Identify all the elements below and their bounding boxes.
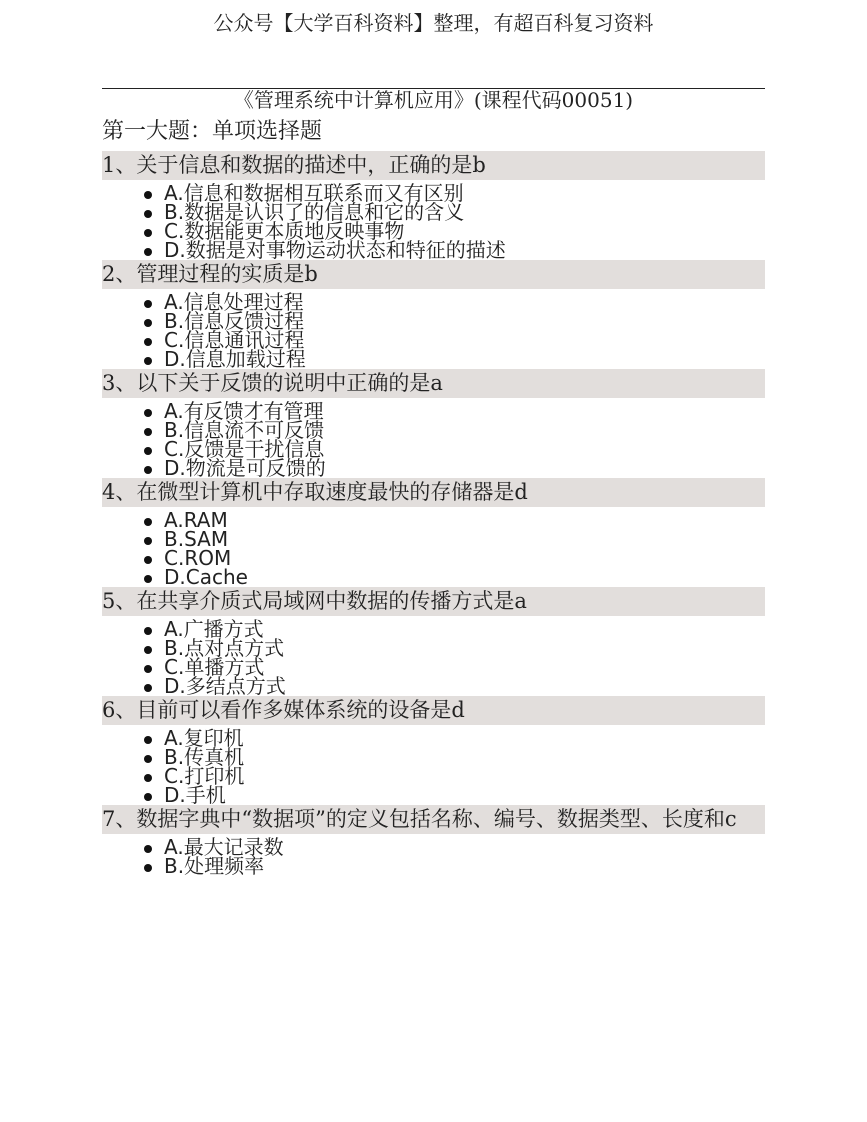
option-letter: B.: [164, 745, 185, 769]
question-block: [102, 805, 765, 876]
option-text: 单播方式: [184, 655, 265, 679]
option-list: [102, 508, 765, 589]
option-list: [102, 835, 765, 878]
bullet-icon: [144, 210, 152, 218]
option-text: 手机: [185, 783, 226, 807]
option-list: [102, 399, 765, 480]
option-letter: C.: [164, 655, 185, 679]
question-text: 2、管理过程的实质是b: [102, 260, 765, 289]
question-text: 5、在共享介质式局域网中数据的传播方式是a: [102, 587, 765, 616]
bullet-icon: [144, 774, 152, 782]
option-text: 最大记录数: [183, 835, 284, 859]
option-item: [144, 565, 765, 589]
bullet-icon: [144, 665, 152, 673]
option-item: [144, 508, 765, 532]
bullet-icon: [144, 793, 152, 801]
bullet-icon: [144, 357, 152, 365]
bullet-icon: [144, 191, 152, 199]
bullet-icon: [144, 428, 152, 436]
option-letter: D.: [164, 674, 186, 698]
option-letter: C.: [164, 437, 185, 461]
option-item: [144, 854, 765, 878]
option-text: 信息加载过程: [185, 347, 306, 371]
bullet-icon: [144, 338, 152, 346]
option-list: [102, 726, 765, 807]
question-block: [102, 369, 765, 478]
question-text: 4、在微型计算机中存取速度最快的存储器是d: [102, 478, 765, 507]
bullet-icon: [144, 575, 152, 583]
bullet-icon: [144, 736, 152, 744]
option-text: 反馈是干扰信息: [184, 437, 325, 461]
bullet-icon: [144, 466, 152, 474]
option-text: 处理频率: [184, 854, 265, 878]
bullet-icon: [144, 864, 152, 872]
option-item: [144, 456, 765, 480]
option-item: [144, 238, 765, 262]
bullet-icon: [144, 845, 152, 853]
option-text: 多结点方式: [185, 674, 286, 698]
option-letter: A.: [164, 181, 184, 205]
document-body: [102, 88, 765, 876]
option-letter: A.: [164, 835, 184, 859]
option-letter: B.: [164, 200, 185, 224]
bullet-icon: [144, 537, 152, 545]
bullet-icon: [144, 409, 152, 417]
bullet-icon: [144, 646, 152, 654]
option-list: [102, 181, 765, 262]
option-text: 数据是对事物运动状态和特征的描述: [185, 238, 506, 262]
bullet-icon: [144, 319, 152, 327]
option-letter: D.: [164, 456, 186, 480]
option-item: [144, 674, 765, 698]
bullet-icon: [144, 518, 152, 526]
section-title: 第一大题：单项选择题: [102, 119, 323, 144]
option-text: ROM: [184, 546, 232, 570]
option-letter: A.: [164, 290, 184, 314]
option-text: 广播方式: [183, 617, 264, 641]
question-block: [102, 696, 765, 805]
option-text: 信息通讯过程: [184, 328, 305, 352]
option-text: 信息流不可反馈: [184, 418, 325, 442]
page-header: 公众号【大学百科资料】整理，有超百科复习资料: [213, 11, 654, 35]
question-text: 7、数据字典中“数据项”的定义包括名称、编号、数据类型、长度和c: [102, 805, 765, 834]
option-text: 有反馈才有管理: [183, 399, 324, 423]
option-text: 复印机: [183, 726, 244, 750]
option-letter: B.: [164, 636, 185, 660]
question-text: 6、目前可以看作多媒体系统的设备是d: [102, 696, 765, 725]
question-text: 1、关于信息和数据的描述中，正确的是b: [102, 151, 765, 180]
option-letter: A.: [164, 399, 184, 423]
option-text: 点对点方式: [184, 636, 285, 660]
option-item: [144, 764, 765, 788]
bullet-icon: [144, 447, 152, 455]
option-list: [102, 617, 765, 698]
option-letter: C.: [164, 764, 185, 788]
option-letter: D.: [164, 347, 186, 371]
option-text: 传真机: [184, 745, 245, 769]
option-letter: B.: [164, 309, 185, 333]
option-text: 打印机: [184, 764, 245, 788]
option-text: 数据是认识了的信息和它的含义: [184, 200, 465, 224]
option-letter: D.: [164, 565, 186, 589]
question-list: [102, 151, 765, 876]
question-block: [102, 151, 765, 260]
option-letter: B.: [164, 854, 185, 878]
question-block: [102, 260, 765, 369]
bullet-icon: [144, 248, 152, 256]
option-letter: C.: [164, 546, 185, 570]
option-letter: B.: [164, 418, 185, 442]
option-letter: B.: [164, 527, 185, 551]
question-text: 3、以下关于反馈的说明中正确的是a: [102, 369, 765, 398]
option-text: 信息和数据相互联系而又有区别: [183, 181, 464, 205]
option-item: [144, 783, 765, 807]
option-text: 信息处理过程: [183, 290, 304, 314]
option-letter: A.: [164, 617, 184, 641]
bullet-icon: [144, 229, 152, 237]
bullet-icon: [144, 627, 152, 635]
option-letter: C.: [164, 219, 185, 243]
option-letter: A.: [164, 508, 184, 532]
bullet-icon: [144, 684, 152, 692]
document-title: 《管理系统中计算机应用》(课程代码00051): [102, 88, 765, 111]
option-text: 物流是可反馈的: [185, 456, 326, 480]
option-list: [102, 290, 765, 371]
option-text: 信息反馈过程: [184, 309, 305, 333]
option-text: RAM: [183, 508, 228, 532]
option-letter: D.: [164, 783, 186, 807]
option-letter: D.: [164, 238, 186, 262]
option-item: [144, 347, 765, 371]
bullet-icon: [144, 755, 152, 763]
option-text: SAM: [184, 527, 229, 551]
option-item: [144, 527, 765, 551]
question-block: [102, 478, 765, 587]
option-letter: C.: [164, 328, 185, 352]
bullet-icon: [144, 300, 152, 308]
option-text: Cache: [185, 565, 248, 589]
bullet-icon: [144, 556, 152, 564]
question-block: [102, 587, 765, 696]
option-letter: A.: [164, 726, 184, 750]
option-text: 数据能更本质地反映事物: [184, 219, 405, 243]
